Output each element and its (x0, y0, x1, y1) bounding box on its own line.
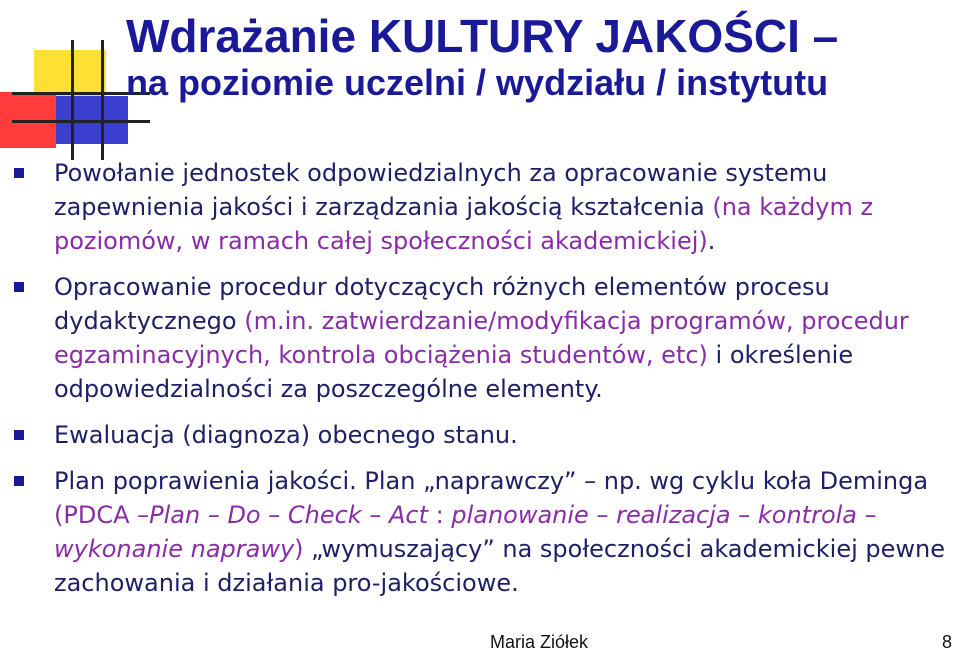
bullet-text: Powołanie jednostek odpowiedzialnych za opracowanie systemu zapewnienia jakości i zarządzania jakością kształcenia (54, 159, 828, 221)
bullet-text: Ewaluacja (diagnoza) obecnego stanu. (54, 421, 518, 449)
title-line-1: Wdrażanie KULTURY JAKOŚCI – (126, 10, 839, 62)
vertical-line (71, 40, 74, 160)
bullet-text-italic: planowanie – realizacja – kontrola – wykonanie naprawy (54, 501, 877, 563)
title-line-2: na poziomie uczelni / wydziału / instytutu (126, 62, 829, 103)
bullet-text-highlight: (m.in. zatwierdzanie/modyfikacja programów, procedur egzaminacyjnych, kontrola obciążenia studentów, etc) (54, 307, 909, 369)
page-number: 8 (941, 632, 952, 652)
bullet-text: . (707, 227, 716, 255)
bullet-text: „wymuszający” na społeczności akademickiej pewne zachowania i działania pro-jakościowe. (54, 535, 945, 597)
bullet-text-highlight: : (427, 501, 452, 529)
bullet-text-highlight: (na każdym z poziomów, w ramach całej społeczności akademickiej) (54, 193, 874, 255)
bullet-list (0, 156, 960, 612)
bullet-square-icon (14, 168, 24, 178)
bullet-text: Plan poprawienia jakości. Plan „naprawczy” – np. wg cyklu koła Deminga (54, 467, 929, 495)
bullet-item-evaluation (0, 418, 960, 452)
bullet-text-highlight: ) (294, 535, 304, 563)
bullet-item-units (0, 156, 960, 258)
bullet-item-procedures (0, 270, 960, 406)
vertical-line (101, 40, 104, 160)
footer-author: Maria Ziółek (490, 632, 589, 652)
bullet-item-improvement-plan (0, 464, 960, 600)
bullet-square-icon (14, 476, 24, 486)
bullet-text: i określenie odpowiedzialności za poszczególne elementy. (54, 341, 854, 403)
bullet-text-italic: Plan – Do – Check – Act (149, 501, 428, 529)
bullet-square-icon (14, 430, 24, 440)
horizontal-line (12, 120, 150, 123)
bullet-text: Opracowanie procedur dotyczących różnych elementów procesu dydaktycznego (54, 273, 830, 335)
bullet-square-icon (14, 282, 24, 292)
slide-title (126, 10, 956, 104)
bullet-text-highlight: (PDCA – (54, 501, 150, 529)
